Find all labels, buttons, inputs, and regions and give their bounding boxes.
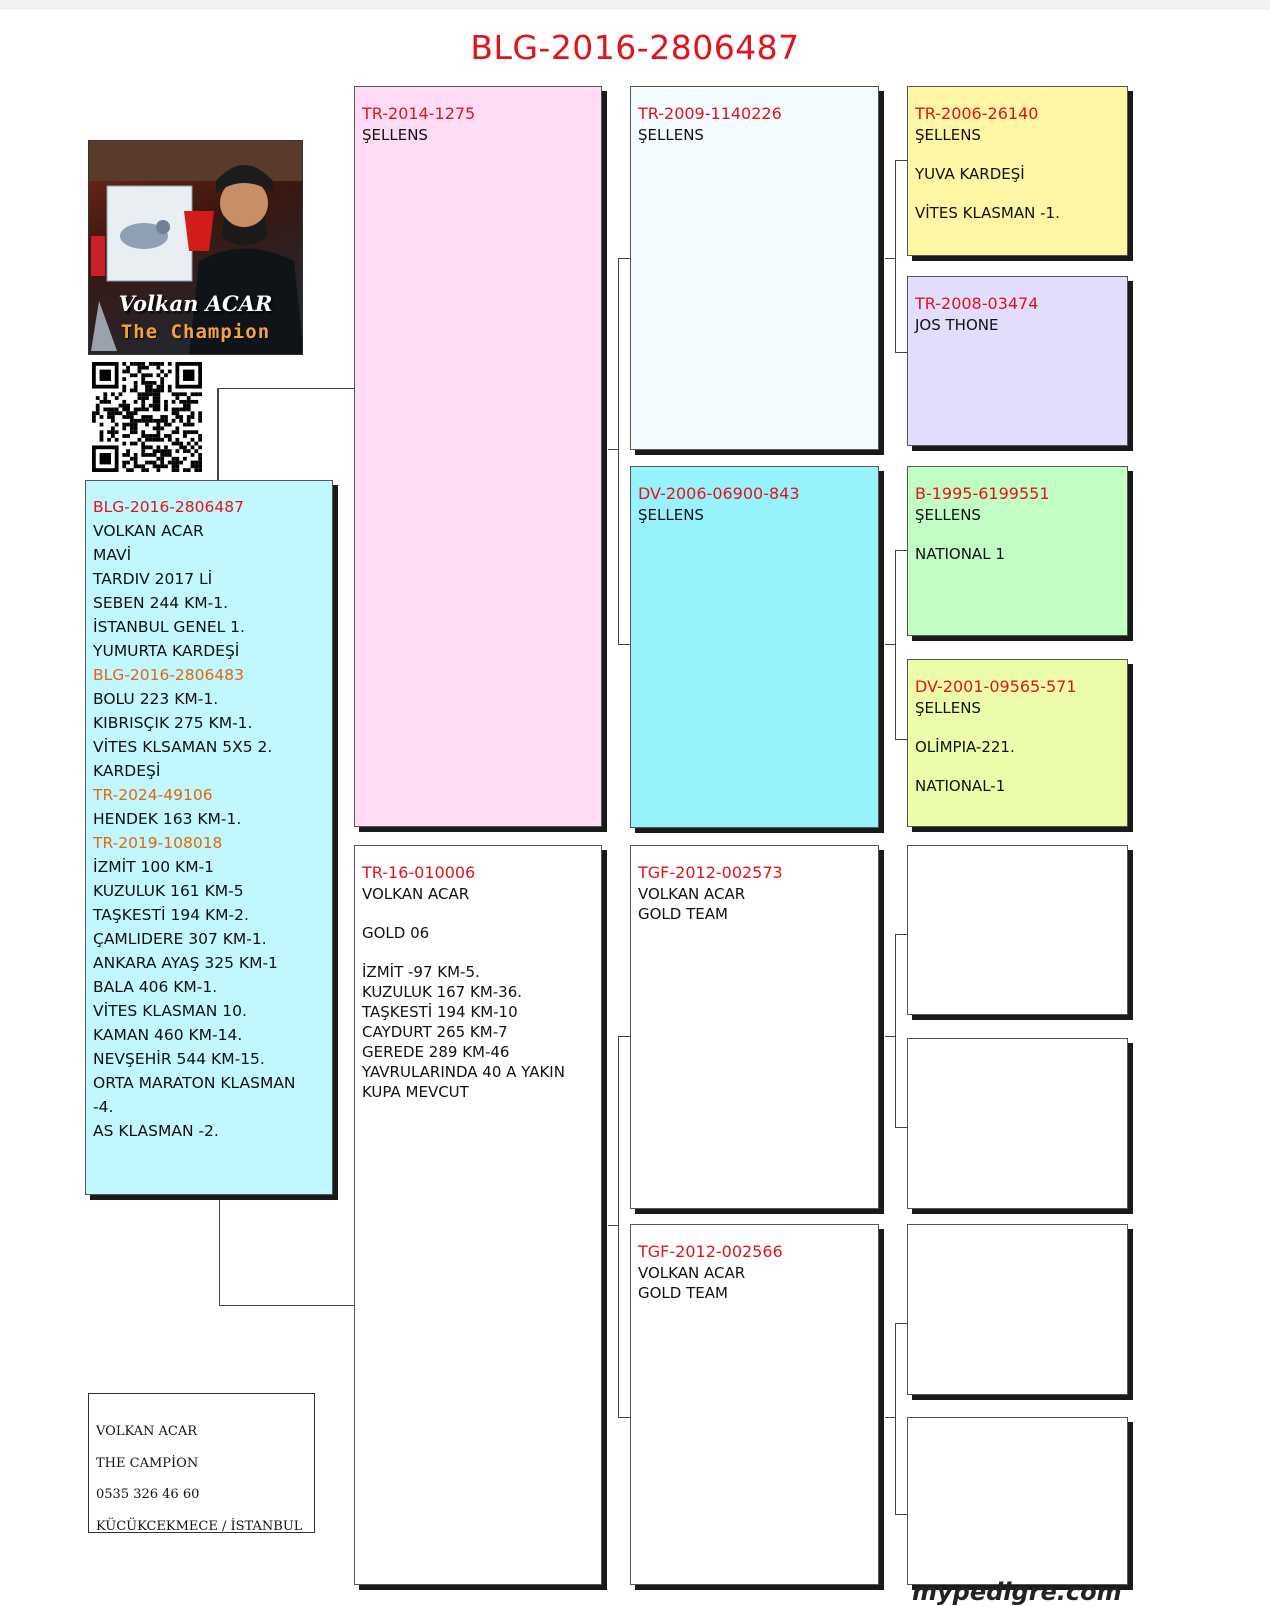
ring-number: DV-2006-06900-843 bbox=[638, 484, 800, 503]
dam-sire-card[interactable] bbox=[630, 845, 879, 1209]
main-line: BLG-2016-2806487 bbox=[93, 498, 244, 516]
spacer bbox=[915, 718, 1120, 737]
main-line: MAVİ bbox=[93, 546, 132, 564]
info-line: ŞELLENS bbox=[915, 126, 981, 144]
info-line: TAŞKESTİ 194 KM-10 bbox=[362, 1003, 518, 1021]
info-line: ŞELLENS bbox=[915, 699, 981, 717]
main-line: TR-2024-49106 bbox=[93, 786, 213, 804]
ring-number: TGF-2012-002566 bbox=[638, 1242, 783, 1261]
page-title: BLG-2016-2806487 bbox=[470, 28, 800, 67]
info-line: CAYDURT 265 KM-7 bbox=[362, 1023, 508, 1041]
spacer bbox=[915, 757, 1120, 776]
photo-name: Volkan ACAR bbox=[118, 291, 273, 316]
sire-sire-dam-card[interactable] bbox=[907, 276, 1128, 446]
info-line: ŞELLENS bbox=[638, 506, 704, 524]
main-line: İZMİT 100 KM-1 bbox=[93, 858, 215, 876]
main-line: ANKARA AYAŞ 325 KM-1 bbox=[93, 954, 278, 972]
ring-number: TGF-2012-002573 bbox=[638, 863, 783, 882]
ring-number: DV-2001-09565-571 bbox=[915, 677, 1077, 696]
ring-number: TR-16-010006 bbox=[362, 863, 476, 882]
contact-line: VOLKAN ACAR bbox=[96, 1424, 198, 1439]
info-line: KUZULUK 167 KM-36. bbox=[362, 983, 523, 1001]
main-line: KIBRISÇIK 275 KM-1. bbox=[93, 714, 253, 732]
dam-dam-card[interactable] bbox=[630, 1224, 879, 1585]
main-line: ORTA MARATON KLASMAN bbox=[93, 1074, 296, 1092]
photo-subtitle: The Champion bbox=[120, 321, 271, 343]
info-line: GOLD 06 bbox=[362, 924, 430, 942]
main-line: KARDEŞİ bbox=[93, 762, 161, 780]
spacer bbox=[915, 525, 1120, 544]
ring-number: TR-2014-1275 bbox=[362, 104, 476, 123]
main-line: -4. bbox=[93, 1098, 114, 1116]
dam-card[interactable] bbox=[354, 845, 602, 1585]
contact-line: KÜCÜKCEKMECE / İSTANBUL bbox=[96, 1518, 303, 1534]
main-line: KAMAN 460 KM-14. bbox=[93, 1026, 243, 1044]
contact-line: 0535 326 46 60 bbox=[96, 1487, 200, 1502]
info-line: VOLKAN ACAR bbox=[638, 1264, 746, 1282]
main-line: BOLU 223 KM-1. bbox=[93, 690, 219, 708]
info-line: JOS THONE bbox=[915, 316, 999, 334]
info-line: VOLKAN ACAR bbox=[362, 885, 470, 903]
main-line: YUMURTA KARDEŞİ bbox=[93, 642, 240, 660]
info-line: GOLD TEAM bbox=[638, 1284, 728, 1302]
sire-sire-sire-card[interactable] bbox=[907, 86, 1128, 256]
info-line: NATIONAL 1 bbox=[915, 545, 1005, 563]
main-line: TARDIV 2017 Lİ bbox=[93, 570, 213, 588]
info-line: İZMİT -97 KM-5. bbox=[362, 963, 480, 981]
main-line: BLG-2016-2806483 bbox=[93, 666, 244, 684]
main-line: VİTES KLSAMAN 5X5 2. bbox=[93, 738, 273, 756]
dam-sire-sire-card[interactable] bbox=[907, 845, 1128, 1015]
main-line: TR-2019-108018 bbox=[93, 834, 223, 852]
main-line: AS KLASMAN -2. bbox=[93, 1122, 219, 1140]
contact-card bbox=[88, 1393, 315, 1533]
dam-dam-sire-card[interactable] bbox=[907, 1224, 1128, 1395]
main-line: NEVŞEHİR 544 KM-15. bbox=[93, 1050, 265, 1068]
info-line: VİTES KLASMAN -1. bbox=[915, 204, 1060, 222]
info-line: ŞELLENS bbox=[638, 126, 704, 144]
footer-watermark: mypedigre.com bbox=[912, 1578, 1122, 1606]
owner-photo bbox=[88, 140, 303, 355]
info-line: ŞELLENS bbox=[362, 126, 428, 144]
main-line: SEBEN 244 KM-1. bbox=[93, 594, 229, 612]
spacer bbox=[915, 184, 1120, 203]
info-line: NATIONAL-1 bbox=[915, 777, 1006, 795]
info-line: KUPA MEVCUT bbox=[362, 1083, 469, 1101]
dam-sire-dam-card[interactable] bbox=[907, 1038, 1128, 1209]
info-line: YUVA KARDEŞİ bbox=[915, 165, 1025, 183]
info-line: OLİMPIA-221. bbox=[915, 738, 1015, 756]
ring-number: TR-2008-03474 bbox=[915, 294, 1039, 313]
main-bird-card[interactable] bbox=[85, 480, 333, 1195]
top-bar bbox=[0, 0, 1270, 10]
spacer bbox=[915, 145, 1120, 164]
spacer bbox=[362, 904, 594, 923]
info-line: VOLKAN ACAR bbox=[638, 885, 746, 903]
info-line: GOLD TEAM bbox=[638, 905, 728, 923]
main-line: ÇAMLIDERE 307 KM-1. bbox=[93, 930, 267, 948]
ring-number: B-1995-6199551 bbox=[915, 484, 1050, 503]
info-line: GEREDE 289 KM-46 bbox=[362, 1043, 510, 1061]
contact-line: THE CAMPİON bbox=[96, 1455, 199, 1471]
main-line: HENDEK 163 KM-1. bbox=[93, 810, 242, 828]
main-line: BALA 406 KM-1. bbox=[93, 978, 218, 996]
main-line: KUZULUK 161 KM-5 bbox=[93, 882, 244, 900]
main-line: TAŞKESTİ 194 KM-2. bbox=[93, 906, 249, 924]
main-line: VİTES KLASMAN 10. bbox=[93, 1002, 247, 1020]
dam-dam-dam-card[interactable] bbox=[907, 1417, 1128, 1585]
spacer bbox=[362, 943, 594, 962]
sire-sire-card[interactable] bbox=[630, 86, 879, 450]
sire-dam-card[interactable] bbox=[630, 466, 879, 828]
ring-number: TR-2009-1140226 bbox=[638, 104, 782, 123]
qr-code[interactable] bbox=[92, 362, 202, 472]
sire-card[interactable] bbox=[354, 86, 602, 827]
info-line: YAVRULARINDA 40 A YAKIN bbox=[362, 1063, 565, 1081]
info-line: ŞELLENS bbox=[915, 506, 981, 524]
ring-number: TR-2006-26140 bbox=[915, 104, 1039, 123]
main-line: İSTANBUL GENEL 1. bbox=[93, 618, 245, 636]
sire-dam-dam-card[interactable] bbox=[907, 659, 1128, 827]
main-line: VOLKAN ACAR bbox=[93, 522, 204, 540]
sire-dam-sire-card[interactable] bbox=[907, 466, 1128, 636]
